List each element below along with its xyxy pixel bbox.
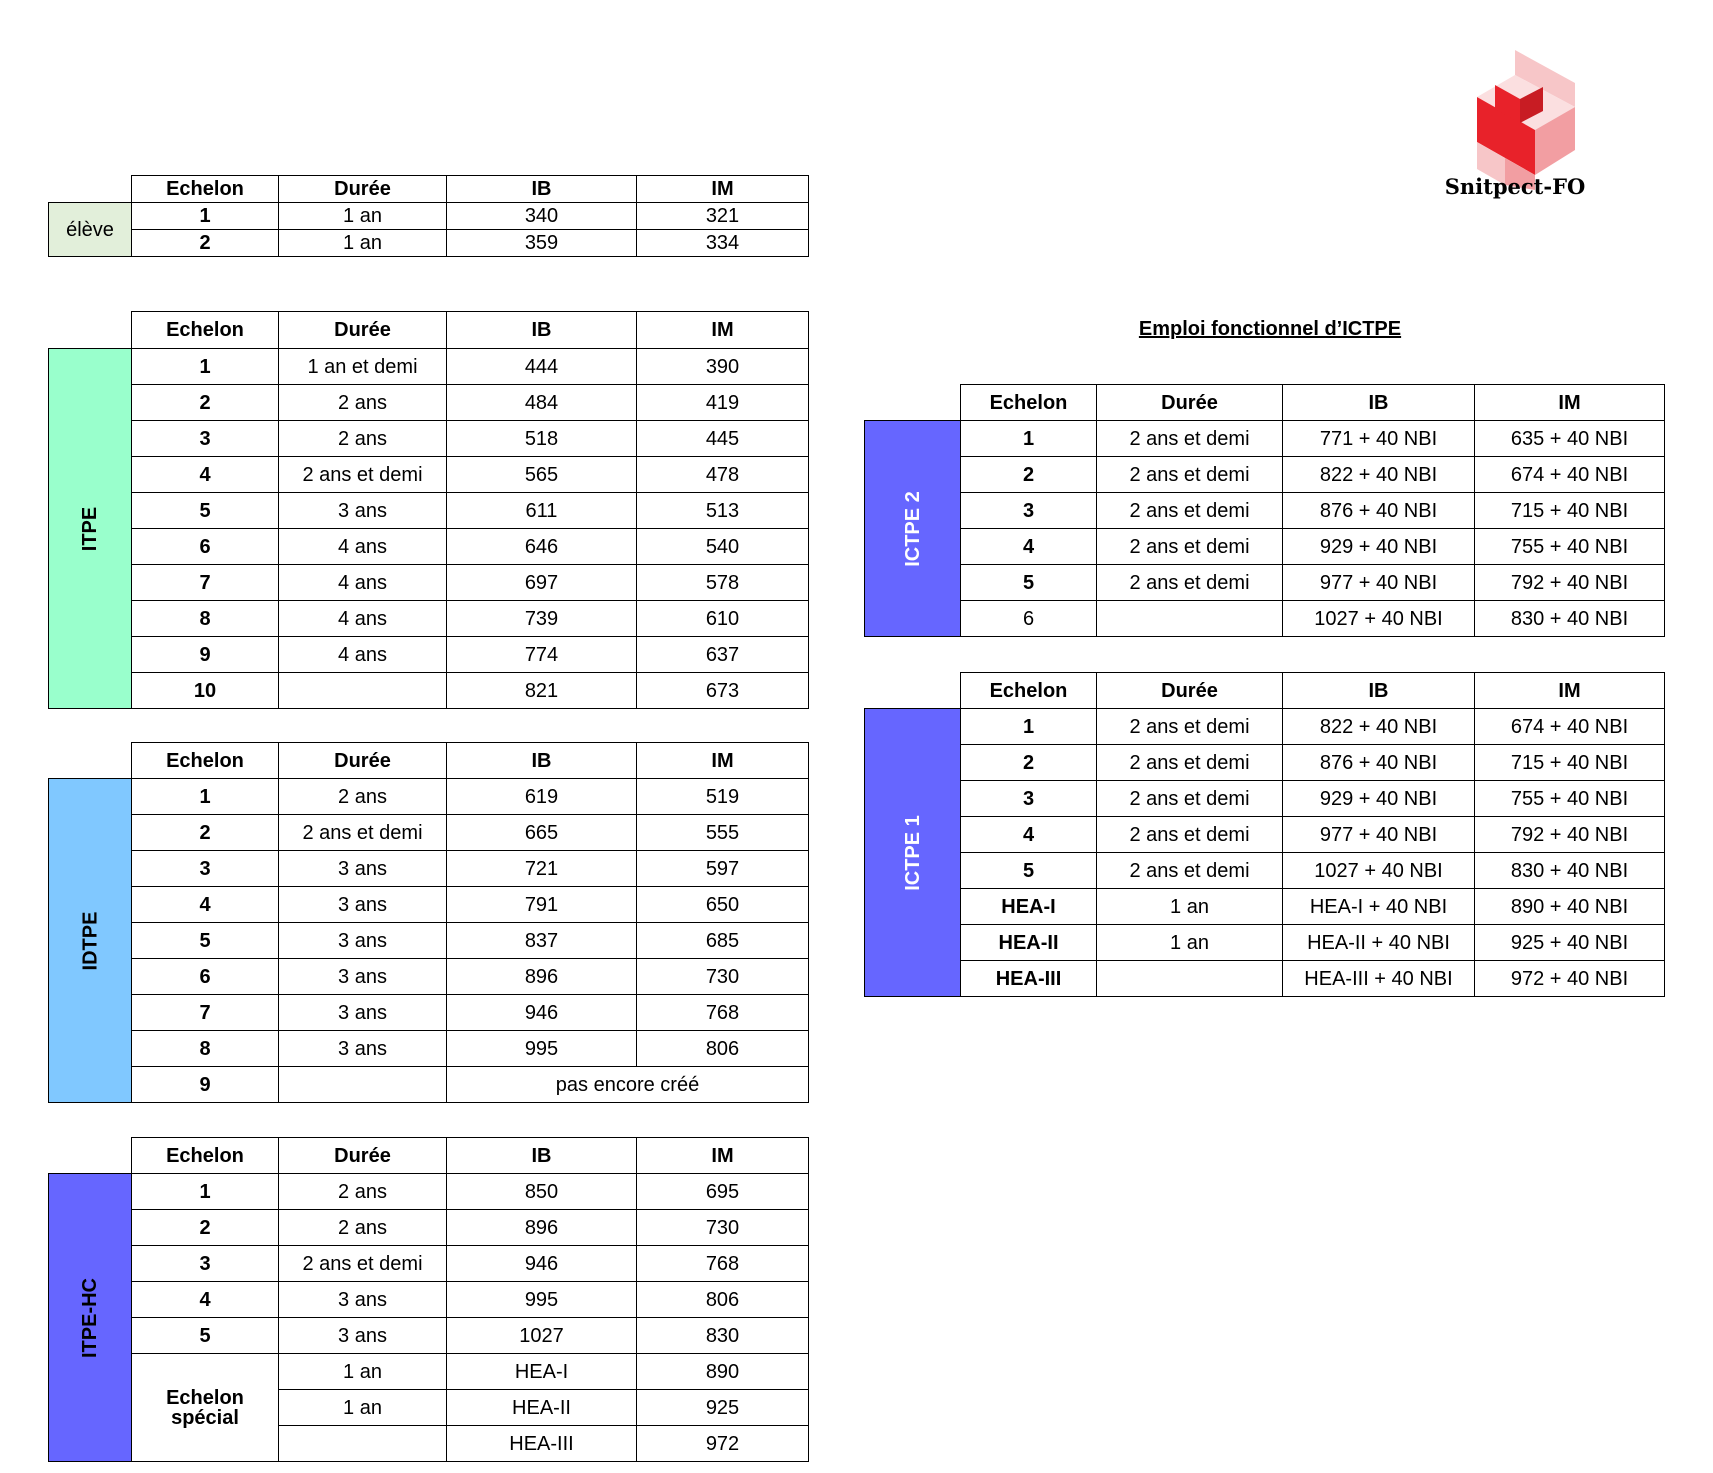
table-row	[865, 565, 1665, 601]
header-ib: IB	[447, 1138, 637, 1174]
header-echelon: Echelon	[961, 673, 1097, 709]
echelon-cell: 2	[132, 1210, 279, 1246]
ib-cell: 977 + 40 NBI	[1283, 565, 1475, 601]
table-row	[865, 601, 1665, 637]
table-row	[865, 817, 1665, 853]
im-cell: 555	[637, 815, 809, 851]
table-row	[49, 1067, 809, 1103]
duree-cell: 4 ans	[279, 565, 447, 601]
im-cell: 674 + 40 NBI	[1475, 457, 1665, 493]
duree-cell: 3 ans	[279, 1318, 447, 1354]
header-ib: IB	[1283, 673, 1475, 709]
table-row	[865, 493, 1665, 529]
im-cell: 597	[637, 851, 809, 887]
header-duree: Durée	[279, 743, 447, 779]
note-cell: pas encore créé	[447, 1067, 809, 1103]
im-cell: 972	[637, 1426, 809, 1462]
duree-cell: 2 ans	[279, 385, 447, 421]
corner-cell	[49, 743, 132, 779]
im-cell: 830 + 40 NBI	[1475, 601, 1665, 637]
header-im: IM	[1475, 385, 1665, 421]
duree-cell: 2 ans et demi	[1097, 709, 1283, 745]
ib-cell: HEA-I + 40 NBI	[1283, 889, 1475, 925]
header-im: IM	[637, 1138, 809, 1174]
header-duree: Durée	[1097, 673, 1283, 709]
table-row	[49, 923, 809, 959]
ib-cell: HEA-II	[447, 1390, 637, 1426]
table-row	[865, 925, 1665, 961]
ib-cell: HEA-III + 40 NBI	[1283, 961, 1475, 997]
table-row	[865, 457, 1665, 493]
echelon-cell: 1	[961, 421, 1097, 457]
echelon-cell: 2	[132, 385, 279, 421]
table-row	[49, 230, 809, 257]
duree-cell: 2 ans et demi	[1097, 529, 1283, 565]
table-row	[49, 851, 809, 887]
duree-cell: 2 ans et demi	[1097, 853, 1283, 889]
duree-cell	[279, 1067, 447, 1103]
echelon-cell: 2	[132, 230, 279, 257]
ib-cell: 791	[447, 887, 637, 923]
ib-cell: 697	[447, 565, 637, 601]
im-cell: 925 + 40 NBI	[1475, 925, 1665, 961]
echelon-cell: 8	[132, 601, 279, 637]
header-echelon: Echelon	[132, 312, 279, 349]
im-cell: 635 + 40 NBI	[1475, 421, 1665, 457]
grade-label-text: IDTPE	[79, 911, 101, 970]
duree-cell: 3 ans	[279, 1031, 447, 1067]
echelon-cell: HEA-II	[961, 925, 1097, 961]
header-duree: Durée	[1097, 385, 1283, 421]
ib-cell: 1027 + 40 NBI	[1283, 853, 1475, 889]
duree-cell: 1 an et demi	[279, 349, 447, 385]
im-cell: 419	[637, 385, 809, 421]
im-cell: 685	[637, 923, 809, 959]
ictpe2-table	[864, 384, 1665, 637]
echelon-cell: 6	[961, 601, 1097, 637]
im-cell: 610	[637, 601, 809, 637]
header-duree: Durée	[279, 176, 447, 203]
im-cell: 673	[637, 673, 809, 709]
ib-cell: 774	[447, 637, 637, 673]
table-row	[49, 637, 809, 673]
corner-cell	[49, 1138, 132, 1174]
echelon-cell: 4	[132, 1282, 279, 1318]
grade-label-itpe	[49, 349, 132, 709]
table-row	[49, 1174, 809, 1210]
im-cell: 513	[637, 493, 809, 529]
table-row	[49, 1031, 809, 1067]
duree-cell: 3 ans	[279, 887, 447, 923]
duree-cell: 2 ans et demi	[279, 457, 447, 493]
header-echelon: Echelon	[961, 385, 1097, 421]
ib-cell: 876 + 40 NBI	[1283, 745, 1475, 781]
im-cell: 715 + 40 NBI	[1475, 493, 1665, 529]
im-cell: 478	[637, 457, 809, 493]
duree-cell	[1097, 601, 1283, 637]
table-row	[49, 673, 809, 709]
echelon-cell: HEA-III	[961, 961, 1097, 997]
im-cell: 578	[637, 565, 809, 601]
grade-label-eleve: élève	[49, 203, 132, 257]
table-row	[865, 853, 1665, 889]
ib-cell: 822 + 40 NBI	[1283, 457, 1475, 493]
corner-cell	[49, 176, 132, 203]
echelon-special-line1: Echelon	[166, 1386, 244, 1409]
echelon-cell: 3	[132, 1246, 279, 1282]
ib-cell: HEA-II + 40 NBI	[1283, 925, 1475, 961]
echelon-cell: 1	[961, 709, 1097, 745]
grade-label-itpe-hc	[49, 1174, 132, 1462]
ib-cell: 822 + 40 NBI	[1283, 709, 1475, 745]
ib-cell: 896	[447, 959, 637, 995]
im-cell: 806	[637, 1282, 809, 1318]
echelon-cell: 3	[132, 421, 279, 457]
duree-cell: 2 ans	[279, 779, 447, 815]
ib-cell: 739	[447, 601, 637, 637]
header-echelon: Echelon	[132, 176, 279, 203]
echelon-cell: 5	[961, 853, 1097, 889]
duree-cell: 2 ans et demi	[1097, 493, 1283, 529]
header-ib: IB	[447, 743, 637, 779]
im-cell: 768	[637, 995, 809, 1031]
echelon-cell: 7	[132, 565, 279, 601]
duree-cell: 2 ans et demi	[1097, 457, 1283, 493]
im-cell: 715 + 40 NBI	[1475, 745, 1665, 781]
eleve-table	[48, 175, 809, 257]
table-row	[49, 601, 809, 637]
im-cell: 519	[637, 779, 809, 815]
echelon-special-line2: spécial	[171, 1406, 239, 1429]
ib-cell: 340	[447, 203, 637, 230]
ictpe1-table	[864, 672, 1665, 997]
ib-cell: 518	[447, 421, 637, 457]
echelon-cell: 2	[961, 745, 1097, 781]
im-cell: 637	[637, 637, 809, 673]
duree-cell: 2 ans	[279, 421, 447, 457]
im-cell: 792 + 40 NBI	[1475, 565, 1665, 601]
table-row	[49, 779, 809, 815]
echelon-cell: 5	[132, 1318, 279, 1354]
table-row	[49, 349, 809, 385]
header-ib: IB	[447, 176, 637, 203]
ib-cell: 565	[447, 457, 637, 493]
table-row	[49, 959, 809, 995]
ib-cell: 484	[447, 385, 637, 421]
im-cell: 730	[637, 1210, 809, 1246]
im-cell: 792 + 40 NBI	[1475, 817, 1665, 853]
ib-cell: 929 + 40 NBI	[1283, 529, 1475, 565]
ib-cell: 946	[447, 995, 637, 1031]
im-cell: 445	[637, 421, 809, 457]
table-row	[49, 1210, 809, 1246]
im-cell: 540	[637, 529, 809, 565]
ib-cell: 619	[447, 779, 637, 815]
table-row	[865, 529, 1665, 565]
duree-cell: 1 an	[279, 1354, 447, 1390]
table-row	[865, 745, 1665, 781]
duree-cell: 3 ans	[279, 959, 447, 995]
im-cell: 830	[637, 1318, 809, 1354]
ib-cell: 876 + 40 NBI	[1283, 493, 1475, 529]
table-row	[49, 1354, 809, 1390]
itpe-hc-table	[48, 1137, 809, 1462]
im-cell: 755 + 40 NBI	[1475, 529, 1665, 565]
table-row	[49, 815, 809, 851]
im-cell: 730	[637, 959, 809, 995]
duree-cell: 4 ans	[279, 601, 447, 637]
ib-cell: 929 + 40 NBI	[1283, 781, 1475, 817]
table-row	[49, 887, 809, 923]
header-ib: IB	[447, 312, 637, 349]
ib-cell: 771 + 40 NBI	[1283, 421, 1475, 457]
table-row	[49, 457, 809, 493]
echelon-cell: 6	[132, 959, 279, 995]
ib-cell: 821	[447, 673, 637, 709]
table-row	[865, 889, 1665, 925]
ib-cell: 359	[447, 230, 637, 257]
duree-cell	[279, 1426, 447, 1462]
echelon-cell: 4	[961, 529, 1097, 565]
header-echelon: Echelon	[132, 743, 279, 779]
duree-cell: 2 ans et demi	[279, 1246, 447, 1282]
duree-cell: 2 ans	[279, 1174, 447, 1210]
table-row	[49, 1318, 809, 1354]
grade-label-text: ICTPE 2	[901, 490, 924, 567]
echelon-cell: 4	[132, 887, 279, 923]
table-row	[865, 781, 1665, 817]
table-row	[865, 421, 1665, 457]
duree-cell: 2 ans et demi	[1097, 781, 1283, 817]
table-row	[49, 203, 809, 230]
echelon-cell: 8	[132, 1031, 279, 1067]
duree-cell: 1 an	[279, 1390, 447, 1426]
echelon-cell: 1	[132, 779, 279, 815]
echelon-cell: 4	[132, 457, 279, 493]
table-row	[49, 995, 809, 1031]
table-row	[49, 385, 809, 421]
duree-cell: 1 an	[1097, 925, 1283, 961]
header-im: IM	[637, 743, 809, 779]
logo-text: Snitpect-FO	[1444, 174, 1586, 199]
echelon-cell: 5	[961, 565, 1097, 601]
echelon-cell: 9	[132, 637, 279, 673]
ib-cell: 896	[447, 1210, 637, 1246]
duree-cell: 2 ans et demi	[1097, 745, 1283, 781]
echelon-cell: 10	[132, 673, 279, 709]
table-row	[49, 1282, 809, 1318]
header-echelon: Echelon	[132, 1138, 279, 1174]
echelon-cell: 4	[961, 817, 1097, 853]
duree-cell: 3 ans	[279, 923, 447, 959]
duree-cell	[1097, 961, 1283, 997]
table-row	[49, 565, 809, 601]
grade-label-text: ITPE	[78, 506, 101, 551]
table-row	[49, 421, 809, 457]
ib-cell: 611	[447, 493, 637, 529]
im-cell: 890	[637, 1354, 809, 1390]
duree-cell: 2 ans et demi	[1097, 817, 1283, 853]
echelon-cell: 1	[132, 1174, 279, 1210]
ib-cell: HEA-III	[447, 1426, 637, 1462]
grade-label-text: ITPE-HC	[79, 1277, 101, 1358]
duree-cell: 3 ans	[279, 995, 447, 1031]
ib-cell: 1027 + 40 NBI	[1283, 601, 1475, 637]
ib-cell: 444	[447, 349, 637, 385]
header-im: IM	[637, 176, 809, 203]
ib-cell: 995	[447, 1282, 637, 1318]
im-cell: 890 + 40 NBI	[1475, 889, 1665, 925]
duree-cell	[279, 673, 447, 709]
duree-cell: 2 ans	[279, 1210, 447, 1246]
corner-cell	[865, 673, 961, 709]
echelon-cell: 9	[132, 1067, 279, 1103]
corner-cell	[49, 312, 132, 349]
echelon-cell: HEA-I	[961, 889, 1097, 925]
im-cell: 334	[637, 230, 809, 257]
duree-cell: 4 ans	[279, 637, 447, 673]
im-cell: 925	[637, 1390, 809, 1426]
ib-cell: 665	[447, 815, 637, 851]
itpe-table	[48, 311, 809, 709]
duree-cell: 3 ans	[279, 851, 447, 887]
im-cell: 674 + 40 NBI	[1475, 709, 1665, 745]
echelon-cell: 1	[132, 349, 279, 385]
ib-cell: 837	[447, 923, 637, 959]
ib-cell: 646	[447, 529, 637, 565]
echelon-cell: 3	[961, 781, 1097, 817]
im-cell: 650	[637, 887, 809, 923]
ib-cell: HEA-I	[447, 1354, 637, 1390]
im-cell: 768	[637, 1246, 809, 1282]
echelon-cell: 3	[961, 493, 1097, 529]
echelon-special-cell	[132, 1354, 279, 1462]
im-cell: 390	[637, 349, 809, 385]
emploi-fonctionnel-title: Emploi fonctionnel d’ICTPE	[1138, 318, 1402, 340]
echelon-cell: 5	[132, 923, 279, 959]
echelon-cell: 5	[132, 493, 279, 529]
ib-cell: 721	[447, 851, 637, 887]
idtpe-table	[48, 742, 809, 1103]
ib-cell: 977 + 40 NBI	[1283, 817, 1475, 853]
echelon-cell: 6	[132, 529, 279, 565]
duree-cell: 1 an	[1097, 889, 1283, 925]
header-duree: Durée	[279, 1138, 447, 1174]
corner-cell	[865, 385, 961, 421]
grade-label-idtpe	[49, 779, 132, 1103]
duree-cell: 3 ans	[279, 493, 447, 529]
echelon-cell: 2	[132, 815, 279, 851]
duree-cell: 4 ans	[279, 529, 447, 565]
table-row	[49, 529, 809, 565]
duree-cell: 2 ans et demi	[279, 815, 447, 851]
im-cell: 830 + 40 NBI	[1475, 853, 1665, 889]
ib-cell: 1027	[447, 1318, 637, 1354]
table-row	[865, 961, 1665, 997]
ib-cell: 995	[447, 1031, 637, 1067]
header-duree: Durée	[279, 312, 447, 349]
ib-cell: 850	[447, 1174, 637, 1210]
table-row	[49, 1246, 809, 1282]
table-row	[865, 709, 1665, 745]
echelon-cell: 1	[132, 203, 279, 230]
echelon-cell: 7	[132, 995, 279, 1031]
header-im: IM	[1475, 673, 1665, 709]
duree-cell: 3 ans	[279, 1282, 447, 1318]
im-cell: 321	[637, 203, 809, 230]
grade-label-ictpe1	[865, 709, 961, 997]
duree-cell: 1 an	[279, 230, 447, 257]
im-cell: 806	[637, 1031, 809, 1067]
ib-cell: 946	[447, 1246, 637, 1282]
grade-label-ictpe2	[865, 421, 961, 637]
duree-cell: 1 an	[279, 203, 447, 230]
echelon-cell: 3	[132, 851, 279, 887]
duree-cell: 2 ans et demi	[1097, 565, 1283, 601]
im-cell: 755 + 40 NBI	[1475, 781, 1665, 817]
im-cell: 972 + 40 NBI	[1475, 961, 1665, 997]
im-cell: 695	[637, 1174, 809, 1210]
duree-cell: 2 ans et demi	[1097, 421, 1283, 457]
header-ib: IB	[1283, 385, 1475, 421]
table-row	[49, 493, 809, 529]
grade-label-text: ICTPE 1	[901, 814, 924, 891]
echelon-cell: 2	[961, 457, 1097, 493]
header-im: IM	[637, 312, 809, 349]
